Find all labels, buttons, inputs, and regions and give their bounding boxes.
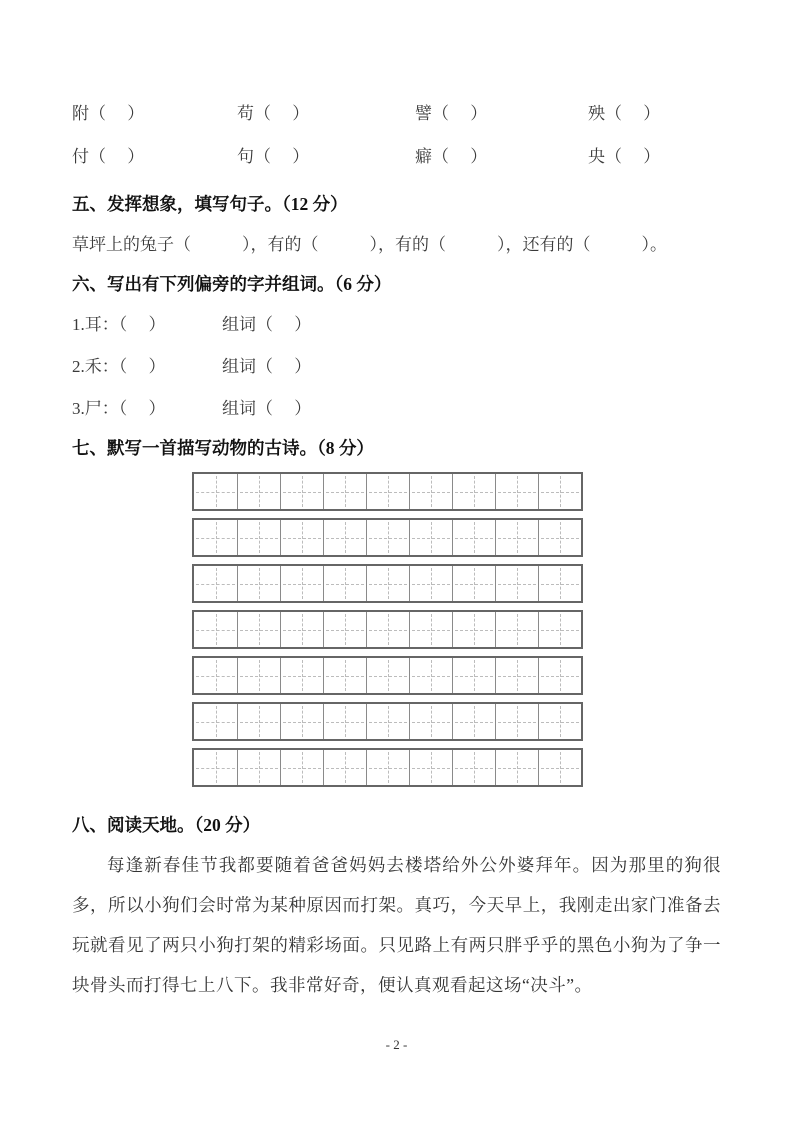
word-pair-blank: 殃（ ） (588, 104, 661, 123)
writing-grid-cell (366, 566, 409, 601)
fill-blank-sentence: 草坪上的兔子（ ），有的（ ），有的（ ），还有的（ ）。 (72, 235, 667, 254)
section-seven-heading: 七、默写一首描写动物的古诗。（8 分） (72, 438, 374, 458)
word-pair-blank: 央（ ） (588, 147, 661, 166)
writing-grid-cell (538, 566, 581, 601)
writing-grid-cell (280, 704, 323, 739)
writing-grid-cell (280, 658, 323, 693)
writing-grid-cell (237, 612, 280, 647)
writing-grid-cell (452, 612, 495, 647)
writing-grid-cell (237, 658, 280, 693)
writing-grid-cell (280, 474, 323, 509)
section-five-heading: 五、发挥想象，填写句子。（12 分） (72, 194, 348, 214)
reading-paragraph: 每逢新春佳节我都要随着爸爸妈妈去楼塔给外公外婆拜年。因为那里的狗很多，所以小狗们会时常为某种原因而打架。真巧，今天早上，我刚走出家门准备去玩就看见了两只小狗打架的精彩场面。只见路上有两只胖乎乎的黑色小狗为了争一块骨头而打得七上八下。我非常好奇，便认真观看起这场“决斗”。 (72, 855, 721, 995)
writing-grid-cell (366, 658, 409, 693)
writing-grid-cell (323, 704, 366, 739)
writing-grid-cell (366, 750, 409, 785)
writing-grid-cell (452, 566, 495, 601)
writing-grid-cell (366, 474, 409, 509)
writing-grid-cell (495, 474, 538, 509)
writing-grid-row (192, 564, 583, 603)
writing-grid-cell (280, 612, 323, 647)
writing-grid-cell (366, 520, 409, 555)
writing-grid-cell (323, 566, 366, 601)
writing-grid-cell (280, 566, 323, 601)
writing-grid-cell (409, 566, 452, 601)
writing-grid-cell (194, 566, 237, 601)
word-pair-blank: 癖（ ） (415, 147, 488, 166)
writing-grid-cell (452, 750, 495, 785)
radical-blank: 2.禾：（ ） (72, 357, 166, 376)
writing-grid-row (192, 656, 583, 695)
word-pair-blank: 付（ ） (72, 147, 145, 166)
writing-grid-cell (194, 612, 237, 647)
writing-grid-cell (409, 612, 452, 647)
word-pair-blank: 苟（ ） (237, 104, 310, 123)
writing-grid-cell (452, 704, 495, 739)
writing-grid-cell (409, 658, 452, 693)
writing-grid-cell (194, 750, 237, 785)
writing-grid-row (192, 702, 583, 741)
writing-grid-cell (323, 612, 366, 647)
page-number: - 2 - (385, 1037, 408, 1052)
writing-grid-cell (495, 658, 538, 693)
writing-grid-cell (237, 566, 280, 601)
writing-grid-cell (495, 612, 538, 647)
writing-grid-cell (366, 704, 409, 739)
writing-grid-cell (194, 658, 237, 693)
writing-grid-cell (495, 750, 538, 785)
radical-item (72, 313, 721, 337)
writing-grid-cell (237, 704, 280, 739)
writing-grid (192, 472, 583, 787)
writing-grid-cell (194, 474, 237, 509)
section-six-heading: 六、写出有下列偏旁的字并组词。（6 分） (72, 274, 392, 294)
writing-grid-cell (366, 612, 409, 647)
writing-grid-cell (538, 704, 581, 739)
zuci-blank: 组词（ ） (222, 357, 312, 376)
writing-grid-cell (409, 750, 452, 785)
word-pair-blank: 譬（ ） (415, 104, 488, 123)
writing-grid-cell (237, 750, 280, 785)
zuci-blank: 组词（ ） (222, 399, 312, 418)
writing-grid-cell (323, 658, 366, 693)
writing-grid-cell (495, 704, 538, 739)
writing-grid-cell (280, 520, 323, 555)
writing-grid-cell (194, 520, 237, 555)
word-pair-blank: 句（ ） (237, 147, 310, 166)
radical-item (72, 355, 721, 379)
word-pair-blank: 附（ ） (72, 104, 145, 123)
writing-grid-cell (452, 658, 495, 693)
radical-blank: 3.尸：（ ） (72, 399, 166, 418)
writing-grid-cell (237, 474, 280, 509)
writing-grid-row (192, 472, 583, 511)
writing-grid-cell (194, 704, 237, 739)
radical-blank: 1.耳：（ ） (72, 315, 166, 334)
writing-grid-cell (452, 474, 495, 509)
word-pair-row (72, 135, 721, 178)
writing-grid-cell (452, 520, 495, 555)
writing-grid-cell (495, 520, 538, 555)
writing-grid-cell (495, 566, 538, 601)
writing-grid-cell (323, 520, 366, 555)
writing-grid-cell (409, 704, 452, 739)
writing-grid-row (192, 518, 583, 557)
zuci-blank: 组词（ ） (222, 315, 312, 334)
writing-grid-row (192, 610, 583, 649)
writing-grid-cell (538, 750, 581, 785)
writing-grid-row (192, 748, 583, 787)
writing-grid-cell (409, 520, 452, 555)
word-pair-row (72, 92, 721, 135)
writing-grid-cell (237, 520, 280, 555)
writing-grid-cell (280, 750, 323, 785)
writing-grid-cell (538, 474, 581, 509)
writing-grid-cell (409, 474, 452, 509)
radical-item (72, 397, 721, 421)
writing-grid-cell (538, 658, 581, 693)
writing-grid-cell (323, 750, 366, 785)
writing-grid-cell (538, 520, 581, 555)
writing-grid-cell (538, 612, 581, 647)
section-eight-heading: 八、阅读天地。（20 分） (72, 815, 261, 835)
writing-grid-cell (323, 474, 366, 509)
